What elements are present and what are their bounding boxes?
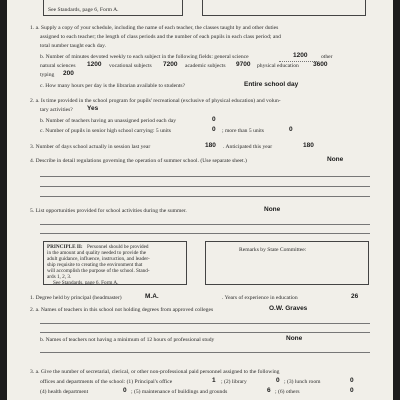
p2b-line: b. Names of teachers not having a minimum of 12 hours of professional study bbox=[40, 337, 215, 343]
q5-answer-line-2 bbox=[40, 233, 370, 234]
q2c-post: ; more than 5 units bbox=[222, 128, 264, 134]
p2a-line: 2. a. Names of teachers in this school not holding degrees from approved colleges bbox=[30, 307, 214, 313]
standards-box-top bbox=[43, 0, 183, 16]
days-last-year-value: 180 bbox=[205, 142, 216, 149]
q1c-line: c. How many hours per day is the librarian available to students? bbox=[40, 83, 186, 89]
remarks-label: Remarks by State Committee: bbox=[239, 247, 307, 253]
principle-line5: will accomplish the purpose of the school. Stand- bbox=[47, 268, 150, 274]
q2a-line1: 2. a. Is time provided in the school program for pupils' recreational (exclusive of physical education) and volun- bbox=[30, 98, 281, 104]
others-value: 0 bbox=[350, 387, 354, 394]
form-page bbox=[7, 0, 393, 400]
q1b-line2-vocational: vocational subjects bbox=[109, 63, 152, 69]
general-science-value: 1200 bbox=[293, 52, 308, 59]
q2c-line: c. Number of pupils in senior high school carrying: 5 units bbox=[40, 128, 171, 134]
more-than-five-value: 0 bbox=[289, 126, 293, 133]
q1a-line1: 1. a. Supply a copy of your schedule, including the name of each teacher, the classes taught by and other duties bbox=[30, 25, 279, 31]
q1b-line2-natural: natural sciences bbox=[40, 63, 76, 69]
p3a-line3: (4) health department bbox=[40, 389, 89, 395]
q1b-line2-physical: physical education bbox=[257, 63, 299, 69]
principle-title: PRINCIPLE II: bbox=[47, 244, 83, 250]
natural-sciences-value: 1200 bbox=[87, 61, 102, 68]
q2b-line: b. Number of teachers having an unassigned period each day bbox=[40, 118, 177, 124]
health-value: 0 bbox=[123, 387, 127, 394]
lunch-room-value: 0 bbox=[350, 377, 354, 384]
q2a-line2: tary activities? bbox=[40, 107, 73, 113]
q4-line: 4. Describe in detail regulations governing the operation of summer school. (Use separate sheet.) bbox=[30, 158, 247, 164]
q3-mid: . Anticipated this year bbox=[223, 144, 273, 150]
q3-line: 3. Number of days school actually in session last year bbox=[30, 144, 151, 150]
principle-line4: ship requisite to creating the environment that bbox=[47, 262, 143, 268]
librarian-hours-value: Entire school day bbox=[244, 81, 299, 88]
p3a-line1: 3. a. Give the number of secretarial, clerical, or other non-professional paid personnel assigned to the following bbox=[30, 369, 280, 375]
vocational-subjects-value: 7200 bbox=[163, 61, 178, 68]
p3a-line3-others: ; (6) others bbox=[275, 389, 300, 395]
physical-education-value: 3600 bbox=[313, 61, 328, 68]
unassigned-value: 0 bbox=[212, 116, 216, 123]
q4-answer-line-2 bbox=[40, 186, 370, 187]
non-degree-teachers-value: O.W. Graves bbox=[269, 305, 308, 312]
q1b-gs-fill bbox=[279, 61, 317, 62]
principle-line3: adult guidance, influence, instruction, and leader- bbox=[47, 256, 150, 262]
p2b-answer-line-1 bbox=[40, 352, 370, 353]
p1-mid: . Years of experience in education bbox=[222, 295, 298, 301]
principle-line2: in the amount and quality needed to provide the bbox=[47, 250, 147, 256]
p3a-line2-library: ; (2) library bbox=[221, 379, 247, 385]
p3a-line2: offices and departments of the school: (1) Principal's office bbox=[40, 379, 173, 385]
q1b-line2-academic: academic subjects bbox=[185, 63, 226, 69]
q1b-line1: b. Number of minutes devoted weekly to each subject in the following fields: general science bbox=[40, 54, 249, 60]
q4-answer-line-3 bbox=[40, 196, 370, 197]
academic-subjects-value: 9700 bbox=[236, 61, 251, 68]
p3a-line3-maint: ; (5) maintenance of buildings and grounds bbox=[131, 389, 228, 395]
professional-study-value: None bbox=[286, 335, 303, 342]
q1b-line3-typing: typing bbox=[40, 72, 55, 78]
five-units-value: 0 bbox=[212, 126, 216, 133]
days-this-year-value: 180 bbox=[303, 142, 314, 149]
q4-answer-line-1 bbox=[40, 176, 370, 177]
p1-line: 1. Degree held by principal (headmaster) bbox=[30, 295, 122, 301]
recreational-value: Yes bbox=[87, 105, 99, 112]
summer-school-regulations-value: None bbox=[327, 156, 344, 163]
q5-answer-line-1 bbox=[40, 224, 370, 225]
principle-line1: Personnel should be provided bbox=[87, 244, 149, 250]
p2a-answer-line-1 bbox=[40, 323, 370, 324]
q5-line: 5. List opportunities provided for school activities during the summer. bbox=[30, 208, 187, 214]
maintenance-value: 6 bbox=[267, 387, 271, 394]
remarks-box-top bbox=[202, 0, 366, 16]
library-value: 0 bbox=[276, 377, 280, 384]
summer-activities-value: None bbox=[264, 206, 281, 213]
years-experience-value: 26 bbox=[351, 293, 359, 300]
p2a-answer-line-2 bbox=[40, 332, 370, 333]
q1b-other: other bbox=[321, 54, 333, 60]
q1a-line3: total number taught each day. bbox=[40, 43, 106, 49]
p3a-line2-lunch: ; (3) lunch room bbox=[284, 379, 321, 385]
see-standards-text: See Standards, page 6, Form A. bbox=[48, 7, 119, 13]
principals-office-value: 1 bbox=[212, 377, 216, 384]
degree-value: M.A. bbox=[145, 293, 159, 300]
principle-see-standards: See Standards, page 6, Form A. bbox=[53, 280, 119, 286]
typing-value: 200 bbox=[63, 70, 74, 77]
q1a-line2: assigned to each teacher; the length of class periods and the number of each pupils in each class period; and bbox=[40, 34, 281, 40]
principle-line6: ards 1, 2, 3. bbox=[47, 274, 72, 280]
